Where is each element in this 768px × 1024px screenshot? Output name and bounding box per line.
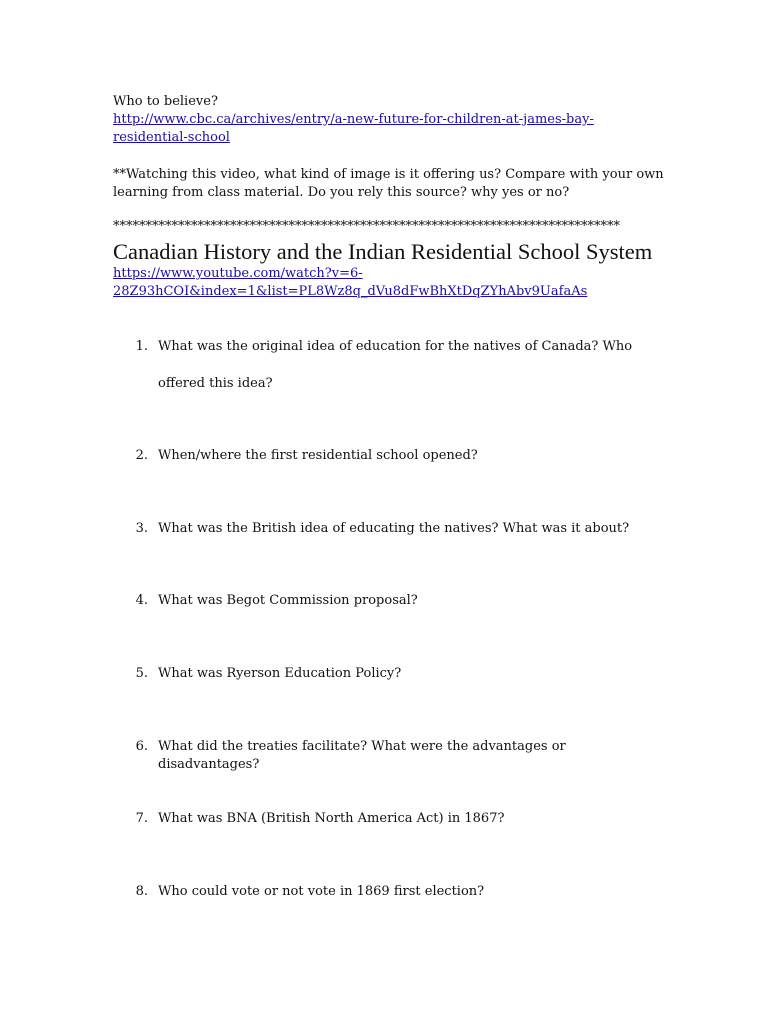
prompt-line-2: learning from class material. Do you rely this source? why yes or no?: [113, 185, 570, 200]
discussion-prompt: [113, 166, 673, 202]
question-number: 6.: [135, 739, 148, 754]
question-number: 3.: [135, 521, 148, 536]
question-text-continued: offered this idea?: [158, 376, 273, 391]
intro-title: Who to believe?: [113, 94, 218, 109]
question-text: Who could vote or not vote in 1869 first election?: [158, 884, 485, 899]
youtube-link-block: [113, 265, 673, 301]
question-text: What was the British idea of educating the natives? What was it about?: [158, 521, 630, 536]
cbc-archive-link-line-2[interactable]: residential-school: [113, 130, 230, 145]
question-number: 8.: [135, 884, 148, 899]
youtube-link-line-1[interactable]: https://www.youtube.com/watch?v=6-: [113, 266, 363, 281]
prompt-line-1: **Watching this video, what kind of image is it offering us? Compare with your own: [113, 167, 664, 182]
youtube-link-line-2[interactable]: 28Z93hCOI&index=1&list=PL8Wz8q_dVu8dFwBhXtDqZYhAbv9UafaAs: [113, 284, 588, 299]
question-text: What was Begot Commission proposal?: [158, 593, 418, 608]
intro-block: [113, 93, 673, 147]
question-text: What was the original idea of education for the natives of Canada? Who: [158, 339, 633, 354]
question-number: 2.: [135, 448, 148, 463]
cbc-archive-link-line-1[interactable]: http://www.cbc.ca/archives/entry/a-new-future-for-children-at-james-bay-: [113, 112, 594, 127]
question-text: What was BNA (British North America Act) in 1867?: [158, 811, 505, 826]
section-heading: Canadian History and the Indian Residential School System: [113, 239, 653, 264]
question-number: 1.: [135, 339, 148, 354]
question-text: What did the treaties facilitate? What were the advantages or disadvantages?: [158, 739, 566, 772]
question-number: 5.: [135, 666, 148, 681]
asterisk-separator: ******************************************************************************: [113, 219, 620, 234]
question-text: What was Ryerson Education Policy?: [158, 666, 402, 681]
question-number: 4.: [135, 593, 148, 608]
question-text: When/where the first residential school opened?: [158, 448, 478, 463]
question-number: 7.: [135, 811, 148, 826]
